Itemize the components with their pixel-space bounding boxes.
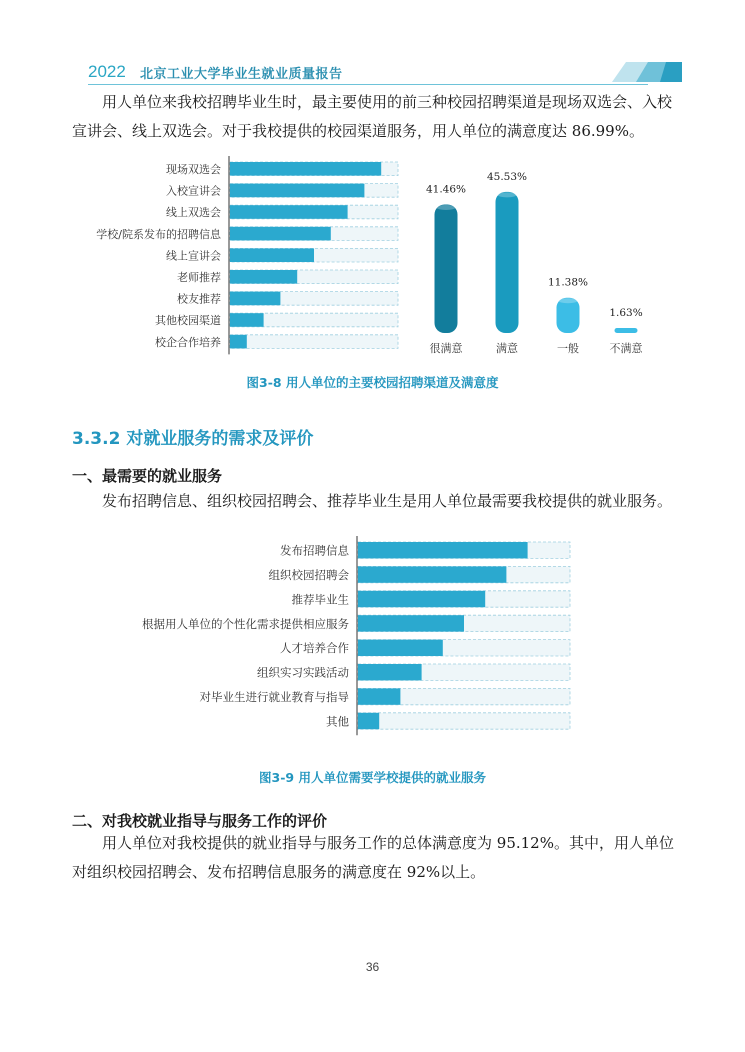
chart-recruit-channels	[80, 155, 410, 355]
bar-3	[358, 591, 485, 607]
bar-6	[230, 270, 297, 284]
subheading-evaluation: 二、对我校就业指导与服务工作的评价	[72, 812, 328, 830]
category-label: 学校/院系发布的招聘信息	[96, 227, 221, 241]
bar-1	[358, 542, 528, 558]
bar-7	[358, 688, 400, 704]
header-rule	[88, 84, 648, 85]
bar-track	[358, 713, 570, 729]
category-label: 组织校园招聘会	[268, 567, 349, 582]
category-label: 推荐毕业生	[291, 592, 349, 607]
chart-needed-services	[140, 535, 580, 740]
bar-highlight	[559, 298, 578, 303]
category-label: 入校宣讲会	[166, 184, 221, 198]
category-label: 人才培养合作	[280, 641, 349, 656]
category-label: 满意	[496, 342, 518, 355]
bar-track	[230, 335, 398, 349]
category-label: 组织实习实践活动	[257, 665, 349, 680]
header-year: 2022	[88, 62, 126, 81]
category-label: 不满意	[609, 342, 643, 355]
category-label: 发布招聘信息	[280, 543, 349, 558]
evaluation-paragraph: 用人单位对我校提供的就业指导与服务工作的总体满意度为 95.12%。其中，用人单位对组织校园招聘会、发布招聘信息服务的满意度在 92%以上。	[72, 834, 674, 881]
bar-highlight	[498, 192, 517, 197]
header-title: 北京工业大学毕业生就业质量报告	[140, 67, 343, 82]
category-label: 其他	[326, 714, 349, 729]
chart-satisfaction	[415, 160, 655, 360]
bar-6	[358, 664, 422, 680]
page-number: 36	[365, 960, 380, 974]
category-label: 一般	[557, 342, 579, 355]
figure-3-8-caption: 图3-8 用人单位的主要校园招聘渠道及满意度	[246, 375, 499, 390]
category-label: 很满意	[429, 342, 463, 355]
category-label: 校友推荐	[177, 292, 221, 306]
value-label: 41.46%	[425, 183, 467, 196]
category-label: 现场双选会	[166, 162, 221, 176]
intro-paragraph: 用人单位来我校招聘毕业生时，最主要使用的前三种校园招聘渠道是现场双选会、入校宣讲会、线上双选会。对于我校提供的校园渠道服务，用人单位的满意度达 86.99%。	[72, 93, 673, 140]
bar-5	[358, 640, 443, 656]
header-decoration	[612, 62, 682, 84]
bar-4	[358, 615, 464, 631]
bar-3	[230, 205, 348, 219]
bar-9	[230, 335, 247, 349]
bar-5	[230, 248, 314, 262]
category-label: 线上宣讲会	[166, 249, 221, 263]
bar-highlight	[437, 205, 456, 210]
bar-不满意	[615, 328, 638, 333]
bar-8	[358, 713, 379, 729]
bar-1	[230, 162, 381, 176]
value-label: 45.53%	[486, 170, 528, 183]
category-label: 其他校园渠道	[155, 314, 221, 328]
bar-4	[230, 227, 331, 241]
category-label: 校企合作培养	[155, 335, 221, 349]
subheading-most-needed: 一、最需要的就业服务	[72, 467, 223, 485]
bar-满意	[496, 192, 519, 333]
section-heading-3-3-2: 3.3.2 对就业服务的需求及评价	[72, 429, 314, 449]
bar-2	[358, 566, 506, 582]
category-label: 线上双选会	[166, 206, 221, 220]
bar-8	[230, 313, 264, 327]
bar-7	[230, 292, 280, 306]
category-label: 根据用人单位的个性化需求提供相应服务	[142, 616, 349, 631]
category-label: 对毕业生进行就业教育与指导	[199, 689, 349, 704]
figure-3-9-caption: 图3-9 用人单位需要学校提供的就业服务	[259, 770, 486, 785]
category-label: 老师推荐	[177, 270, 221, 284]
value-label: 11.38%	[547, 276, 589, 289]
bar-2	[230, 184, 364, 198]
value-label: 1.63%	[609, 306, 643, 319]
bar-很满意	[435, 204, 458, 333]
most-needed-paragraph: 发布招聘信息、组织校园招聘会、推荐毕业生是用人单位最需要我校提供的就业服务。	[102, 492, 673, 510]
